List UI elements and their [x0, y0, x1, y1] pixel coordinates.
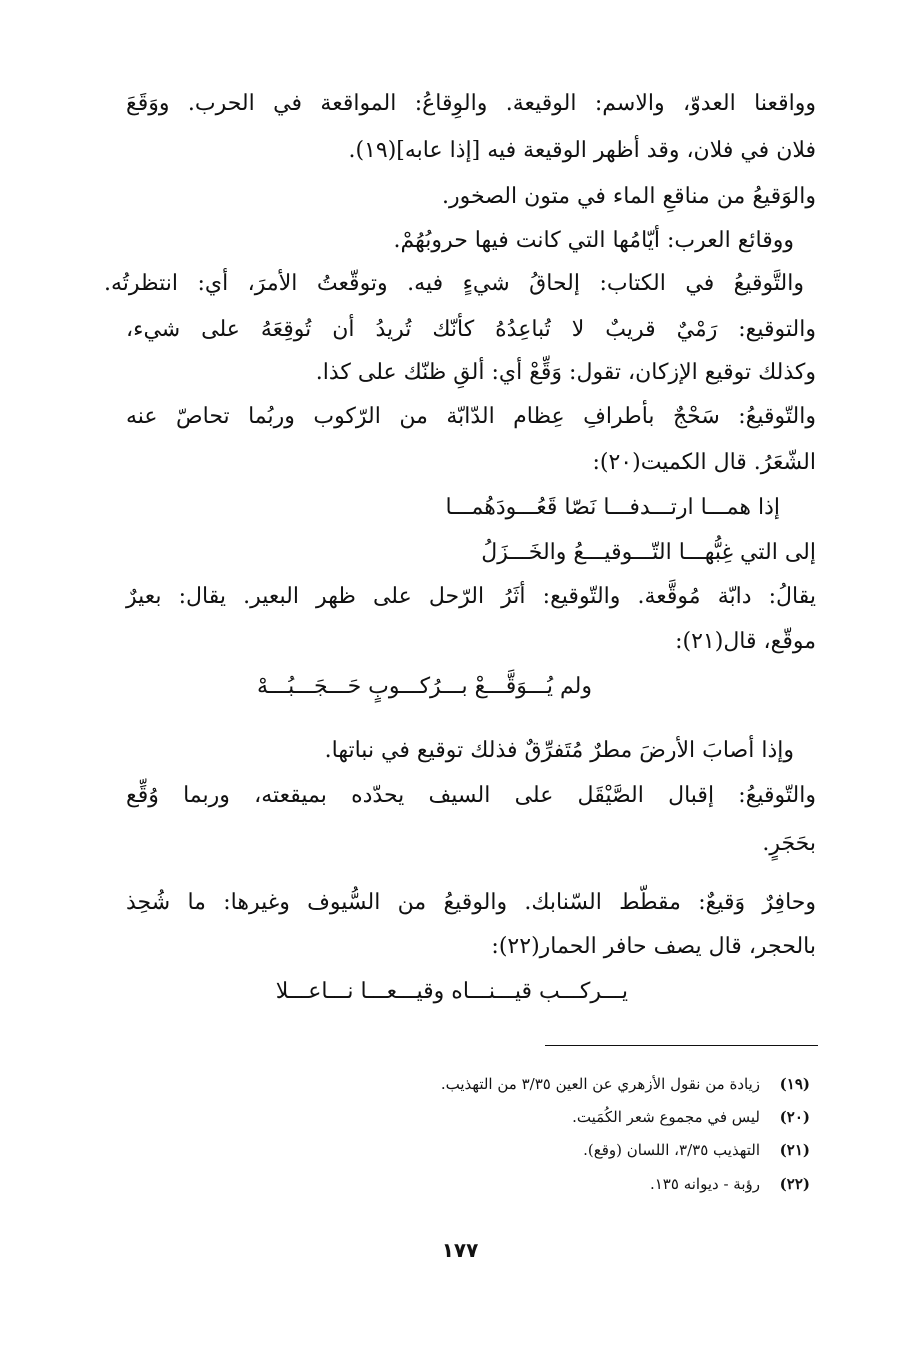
page-number: ١٧٧ — [441, 1238, 479, 1262]
verse-line: إذا همـــا ارتـــدفـــا نَصّا قَعُـــودَهُمـــا — [445, 495, 780, 520]
footnote-number: (٢١) — [779, 1141, 810, 1159]
body-line: والوَقيعُ من مناقعِ الماء في متون الصخور. — [442, 184, 816, 209]
body-line: وحافِرٌ وَقيعٌ: مقطّط السّنابك. والوقيعُ من السُّيوف وغيرها: ما شُحِذ — [126, 890, 816, 915]
footnote-text: التهذيب ٣/٣٥، اللسان (وقع). — [583, 1141, 760, 1159]
footnote-number: (٢٠) — [779, 1108, 810, 1126]
verse-line: إلى التي غِبُّهـــا التّـــوقيـــعُ والخَـــزَلُ — [481, 540, 816, 565]
verse-line: يـــركـــب قيـــنـــاه وقيـــعـــا نـــاعـــلا — [275, 979, 628, 1004]
body-line: بالحجر، قال يصف حافر الحمار(٢٢): — [491, 934, 816, 959]
footnote-number: (١٩) — [779, 1075, 810, 1093]
body-line: فلان في فلان، وقد أظهر الوقيعة فيه [إذا عابه](١٩). — [348, 138, 816, 163]
verse-line: ولم يُـــوَقَّـــعْ بـــرُكـــوبٍ حَـــجَـــبُـــهْ — [256, 674, 592, 699]
body-line: والتّوقيعُ: إقبال الصَّيْقَل على السيف يحدّده بميقعته، وربما وُقِّع — [126, 783, 816, 808]
body-line: يقالُ: دابّة مُوقَّعة. والتّوقيع: أثَرُ الرّحل على ظهر البعير. يقال: بعيرٌ — [126, 584, 816, 609]
body-line: والتَّوقيعُ في الكتاب: إلحاقُ شيءٍ فيه. وتوقّعتُ الأمرَ، أي: انتظرتُه. — [104, 271, 804, 296]
body-line: والتّوقيعُ: سَحْجٌ بأطرافِ عِظام الدّابّة من الرّكوب وربُما تحاصّ عنه — [126, 404, 816, 429]
body-line: ووقائع العرب: أيّامُها التي كانت فيها حروبُهُمْ. — [393, 228, 794, 253]
body-line: موقّع، قال(٢١): — [675, 629, 816, 654]
footnote-text: ليس في مجموع شعر الكُمَيت. — [572, 1108, 760, 1126]
body-line: والتوقيع: رَمْيٌ قريبٌ لا تُباعِدُهُ كأنّك تُريدُ أن تُوقِعَهُ على شيء، — [126, 317, 816, 342]
body-line: وواقعنا العدوّ، والاسم: الوقيعة. والوِقاعُ: المواقعة في الحرب. ووَقَعَ — [126, 91, 816, 116]
footnote — [583, 1139, 810, 1161]
footnote — [441, 1073, 810, 1095]
footnote-text: زيادة من نقول الأزهري عن العين ٣/٣٥ من التهذيب. — [440, 1075, 760, 1093]
footnote — [572, 1106, 810, 1128]
body-line: الشّعَرُ. قال الكميت(٢٠): — [592, 450, 816, 475]
footnote-number: (٢٢) — [779, 1175, 810, 1193]
body-line: وكذلك توقيع الإزكان، تقول: وَقِّعْ أي: ألقِ ظنّك على كذا. — [315, 360, 816, 385]
footnote — [650, 1173, 810, 1195]
footnote-separator — [545, 1045, 818, 1046]
footnote-text: رؤبة - ديوانه ١٣٥. — [649, 1175, 760, 1193]
body-line: وإذا أصابَ الأرضَ مطرٌ مُتَفرِّقٌ فذلك توقيع في نباتها. — [324, 738, 794, 763]
body-line: بحَجَرٍ. — [762, 831, 816, 856]
